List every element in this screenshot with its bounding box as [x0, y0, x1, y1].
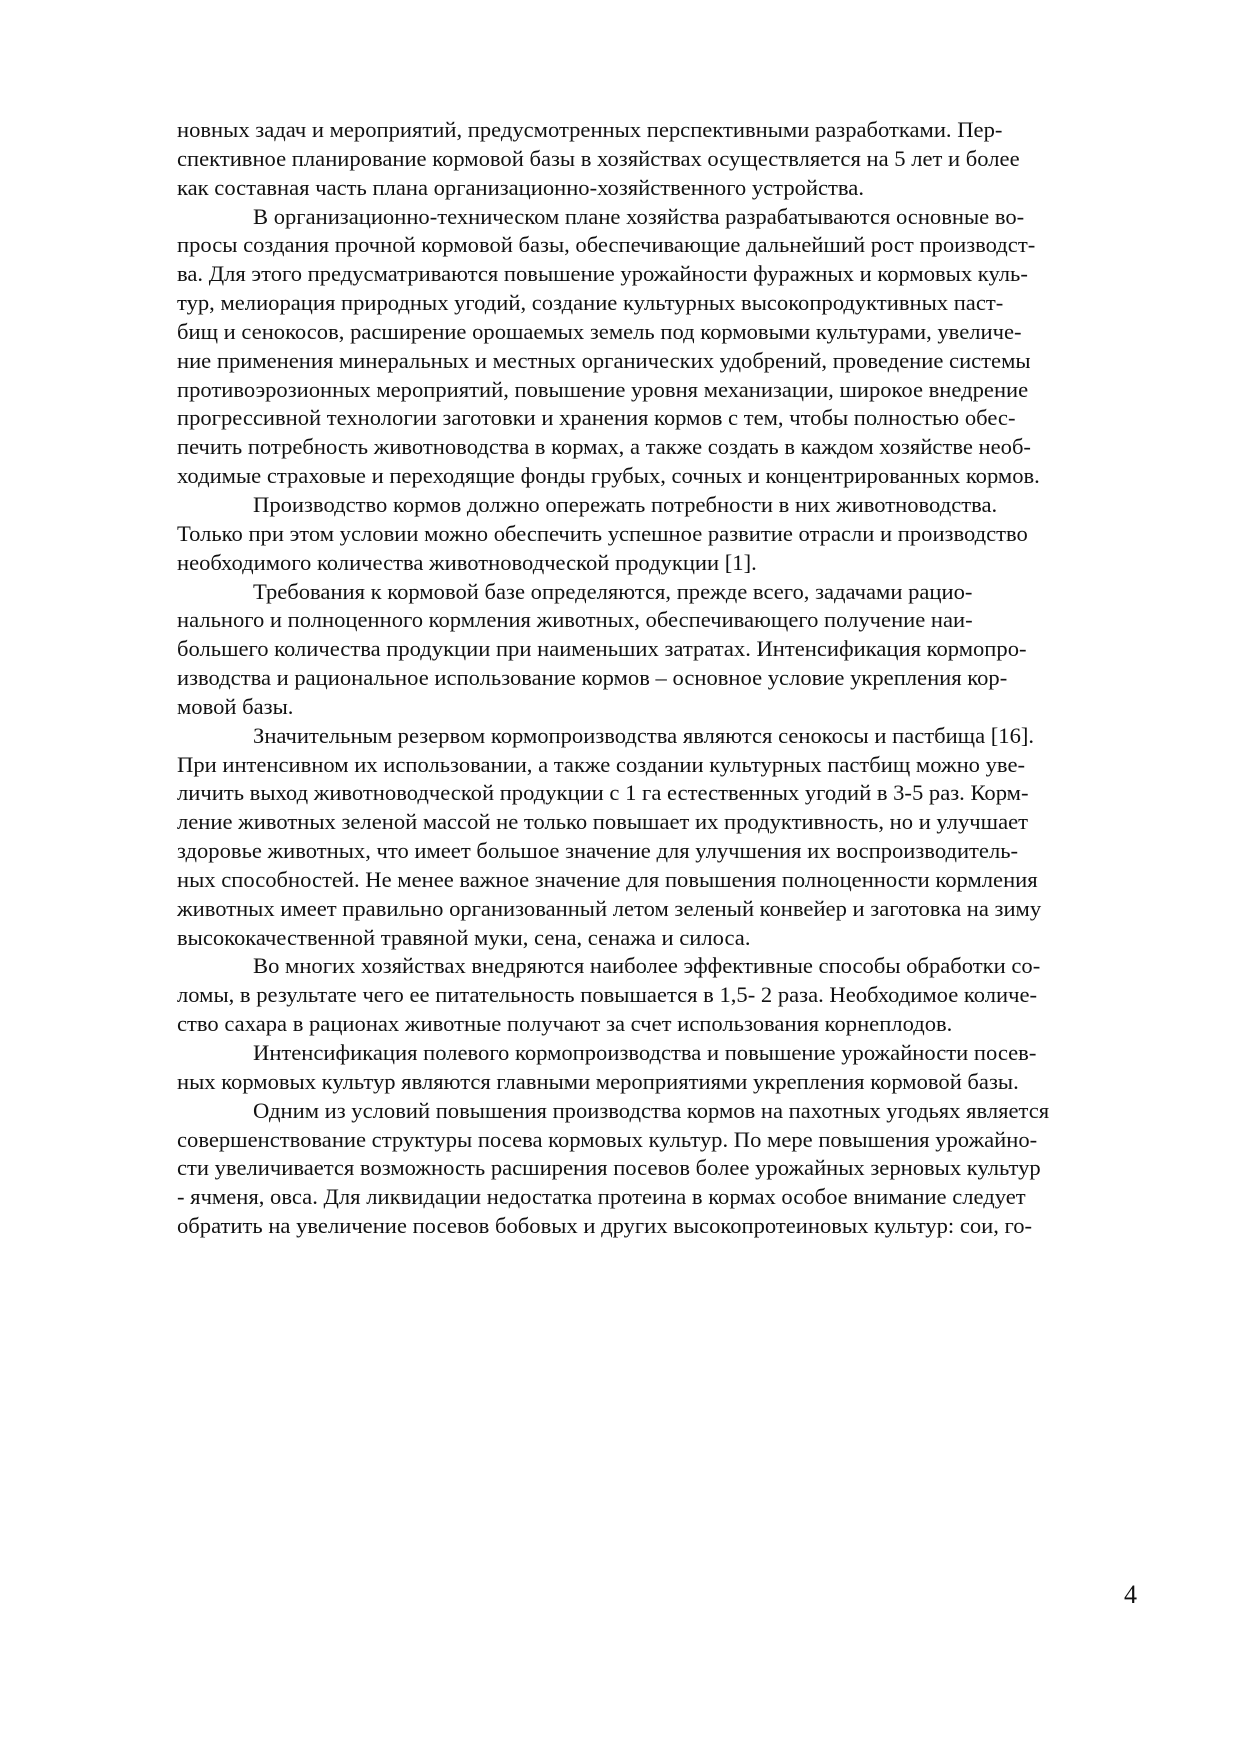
paragraph-first-line: В организационно-техническом плане хозяйства разрабатываются основные во- — [253, 203, 1025, 229]
text-line: ных кормовых культур являются главными мероприятиями укрепления кормовой базы. — [177, 1068, 1019, 1094]
text-line: как составная часть плана организационно-хозяйственного устройства. — [177, 174, 864, 200]
text-line: - ячменя, овса. Для ликвидации недостатка протеина в кормах особое внимание следует — [177, 1184, 1026, 1210]
text-line: необходимого количества животноводческой продукции [1]. — [177, 549, 757, 575]
text-line: печить потребность животноводства в кормах, а также создать в каждом хозяйстве необ- — [177, 434, 1031, 460]
text-line: новных задач и мероприятий, предусмотренных перспективными разработками. Пер- — [177, 117, 1003, 142]
text-line: животных имеет правильно организованный летом зеленый конвейер и заготовка на зиму — [177, 895, 1042, 921]
text-line: большего количества продукции при наименьших затратах. Интенсификация кормопро- — [177, 636, 1027, 662]
text-line: ва. Для этого предусматриваются повышение урожайности фуражных и кормовых куль- — [177, 261, 1028, 287]
text-line: ходимые страховые и переходящие фонды грубых, сочных и концентрированных кормов. — [177, 463, 1040, 489]
text-line: ление животных зеленой массой не только повышает их продуктивность, но и улучшает — [177, 809, 1028, 835]
page-number: 4 — [1124, 1580, 1137, 1609]
text-line: При интенсивном их использовании, а также создании культурных пастбищ можно уве- — [177, 751, 1025, 777]
paragraph-first-line: Во многих хозяйствах внедряются наиболее эффективные способы обработки со- — [253, 953, 1041, 979]
text-line: здоровье животных, что имеет большое значение для улучшения их воспроизводитель- — [177, 838, 1019, 864]
text-line: ство сахара в рационах животные получают за счет использования корнеплодов. — [177, 1011, 953, 1037]
paragraph-first-line: Одним из условий повышения производства кормов на пахотных угодьях является — [253, 1097, 1050, 1123]
text-line: изводства и рациональное использование кормов – основное условие укрепления кор- — [177, 665, 1008, 691]
text-line: совершенствование структуры посева кормовых культур. По мере повышения урожайно- — [177, 1126, 1038, 1152]
paragraph-first-line: Требования к кормовой базе определяются, прежде всего, задачами рацио- — [253, 578, 973, 604]
text-line: высококачественной травяной муки, сена, сенажа и силоса. — [177, 924, 751, 950]
text-line: Только при этом условии можно обеспечить успешное развитие отрасли и производство — [177, 520, 1028, 546]
body-text — [177, 116, 1145, 1241]
text-line: прогрессивной технологии заготовки и хранения кормов с тем, чтобы полностью обес- — [177, 405, 1016, 431]
text-line: нального и полноценного кормления животных, обеспечивающего получение наи- — [177, 607, 973, 633]
paragraph-first-line: Интенсификация полевого кормопроизводства и повышение урожайности посев- — [253, 1040, 1037, 1065]
text-line: просы создания прочной кормовой базы, обеспечивающие дальнейший рост производст- — [177, 232, 1036, 258]
text-line: личить выход животноводческой продукции с 1 га естественных угодий в 3-5 раз. Корм- — [177, 780, 1029, 806]
paragraph-first-line: Значительным резервом кормопроизводства являются сенокосы и пастбища [16]. — [253, 722, 1035, 748]
text-line: мовой базы. — [177, 693, 294, 719]
text-line: ние применения минеральных и местных органических удобрений, проведение системы — [177, 347, 1031, 373]
paragraph-first-line: Производство кормов должно опережать потребности в них животноводства. — [253, 491, 998, 517]
text-line: обратить на увеличение посевов бобовых и других высокопротеиновых культур: сои, го- — [177, 1213, 1033, 1239]
text-line: тур, мелиорация природных угодий, создание культурных высокопродуктивных паст- — [177, 290, 1004, 316]
text-line: ломы, в результате чего ее питательность повышается в 1,5- 2 раза. Необходимое количе- — [177, 982, 1038, 1008]
text-line: бищ и сенокосов, расширение орошаемых земель под кормовыми культурами, увеличе- — [177, 318, 1022, 344]
text-line: сти увеличивается возможность расширения посевов более урожайных зерновых культур — [177, 1155, 1041, 1181]
text-line: ных способностей. Не менее важное значение для повышения полноценности кормления — [177, 866, 1038, 892]
text-line: спективное планирование кормовой базы в хозяйствах осуществляется на 5 лет и более — [177, 145, 1020, 171]
text-line: противоэрозионных мероприятий, повышение уровня механизации, широкое внедрение — [177, 376, 1029, 402]
